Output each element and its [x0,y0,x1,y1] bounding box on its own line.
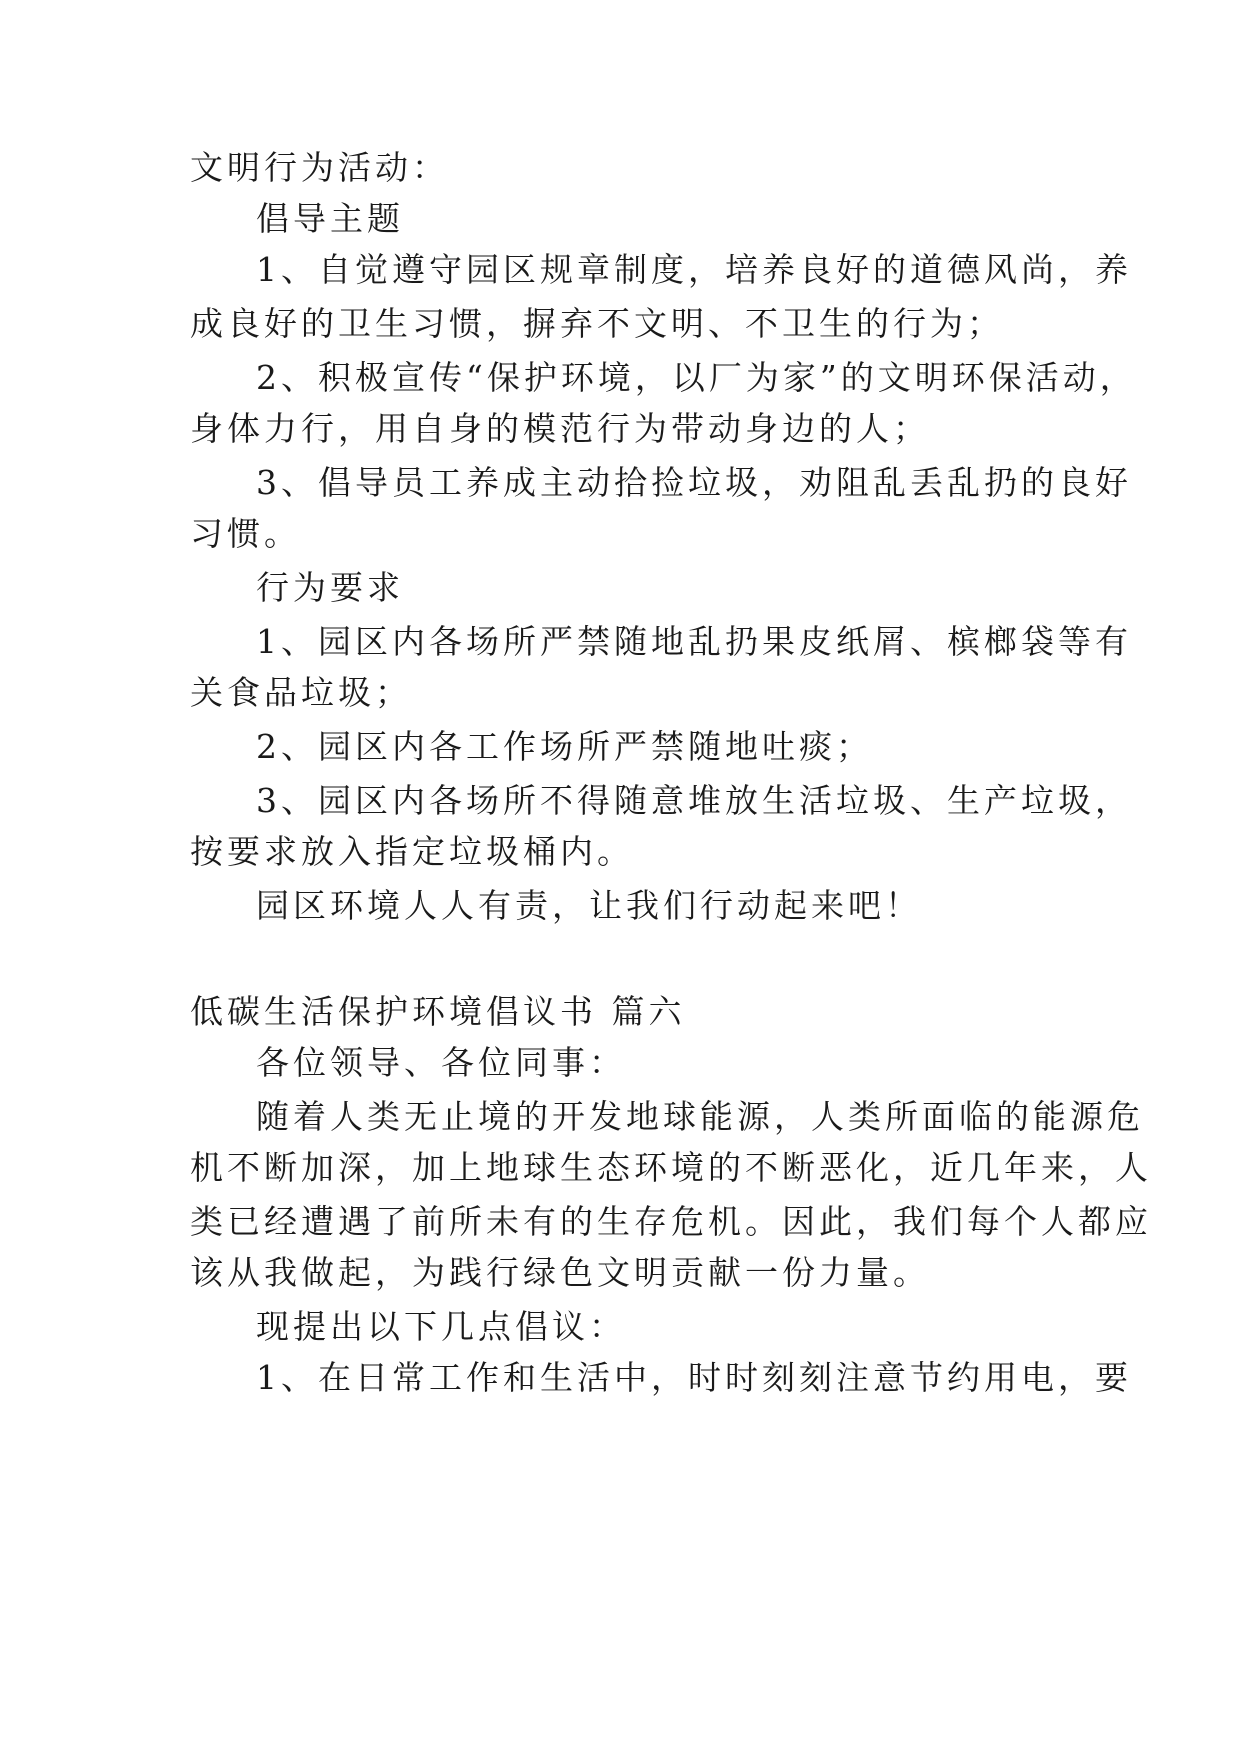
paragraph-line: 该从我做起，为践行绿色文明贡献一份力量。 [190,1253,930,1292]
paragraph-line: 机不断加深，加上地球生态环境的不断恶化，近几年来，人 [190,1148,1152,1187]
closing-line: 园区环境人人有责，让我们行动起来吧！ [256,886,922,925]
proposal-intro: 现提出以下几点倡议： [256,1307,626,1346]
list-item-line: 3、园区内各场所不得随意堆放生活垃圾、生产垃圾， [256,781,1132,820]
list-item-line: 1、在日常工作和生活中，时时刻刻注意节约用电，要 [256,1358,1132,1397]
list-item-line: 按要求放入指定垃圾桶内。 [190,832,634,871]
section-title: 低碳生活保护环境倡议书 篇六 [190,992,686,1031]
list-item-line: 关食品垃圾； [190,673,412,712]
list-item-line: 成良好的卫生习惯，摒弃不文明、不卫生的行为； [190,304,1004,343]
section-title: 文明行为活动： [190,148,449,187]
list-item-line: 2、园区内各工作场所严禁随地吐痰； [256,727,873,766]
paragraph-line: 随着人类无止境的开发地球能源，人类所面临的能源危 [256,1097,1144,1136]
paragraph-line: 类已经遭遇了前所未有的生存危机。因此，我们每个人都应 [190,1202,1152,1241]
list-item-line: 1、园区内各场所严禁随地乱扔果皮纸屑、槟榔袋等有 [256,622,1132,661]
subheading: 行为要求 [256,568,404,607]
list-item-line: 2、积极宣传“保护环境，以厂为家”的文明环保活动， [256,358,1137,397]
list-item-line: 1、自觉遵守园区规章制度，培养良好的道德风尚，养 [256,250,1132,289]
subheading: 倡导主题 [256,199,404,238]
list-item-line: 3、倡导员工养成主动拾捡垃圾，劝阻乱丢乱扔的良好 [256,463,1132,502]
list-item-line: 身体力行，用自身的模范行为带动身边的人； [190,409,930,448]
salutation: 各位领导、各位同事： [256,1043,626,1082]
list-item-line: 习惯。 [190,514,301,553]
